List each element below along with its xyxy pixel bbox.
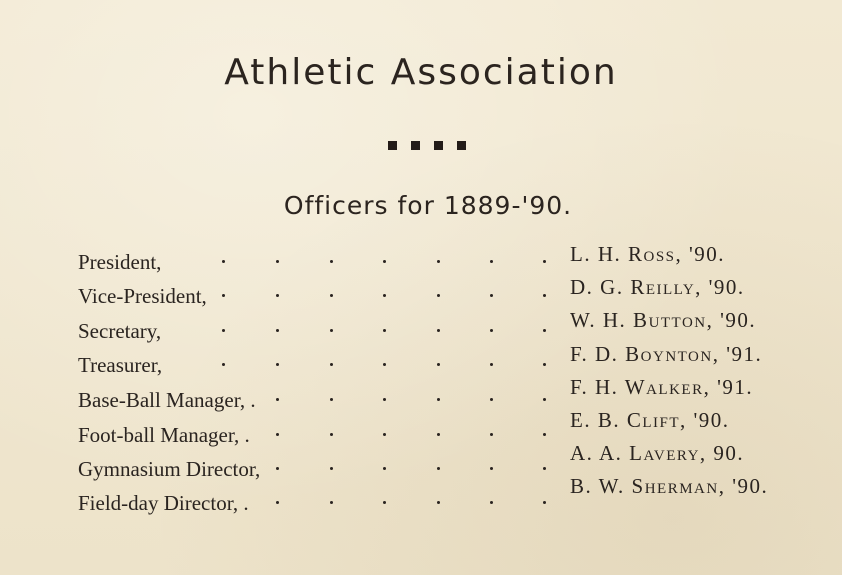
dot-leader	[215, 501, 545, 507]
leader-dot	[437, 501, 440, 504]
leader-dot	[383, 433, 386, 436]
leader-dot	[276, 363, 279, 366]
officer-row	[0, 374, 842, 412]
leader-dot	[276, 433, 279, 436]
office-title: Secretary,	[78, 318, 162, 343]
officer-name: L. H. Ross, '90.	[570, 242, 726, 266]
leader-dot	[437, 398, 440, 401]
leader-dot	[222, 329, 225, 332]
leader-dot	[437, 467, 440, 470]
office-title: Foot-ball Manager, .	[78, 422, 250, 447]
leader-dot	[276, 294, 279, 297]
dot-leader	[215, 467, 545, 473]
dot-leader	[215, 363, 545, 369]
leader-dot	[330, 467, 333, 470]
dot-leader	[215, 433, 545, 439]
officer-row	[0, 474, 842, 516]
leader-dot	[276, 329, 279, 332]
leader-dot	[490, 260, 493, 263]
leader-dot	[490, 467, 493, 470]
office-title: Field-day Director, .	[78, 491, 249, 516]
leader-dot	[330, 501, 333, 504]
leader-dot	[276, 398, 279, 401]
leader-dot	[330, 433, 333, 436]
dot-leader	[215, 294, 545, 300]
officers-list	[0, 242, 842, 542]
leader-dot	[383, 260, 386, 263]
leader-dot	[543, 501, 546, 504]
page-title: Athletic Association	[224, 52, 618, 93]
office-title: Base-Ball Manager, .	[78, 387, 256, 412]
leader-dot	[490, 329, 493, 332]
leader-dot	[543, 260, 546, 263]
dot-leader	[215, 398, 545, 404]
ornament-divider	[388, 141, 466, 153]
dot-leader	[215, 260, 545, 266]
ornament-square	[411, 141, 420, 150]
leader-dot	[437, 294, 440, 297]
leader-dot	[330, 294, 333, 297]
officer-name: A. A. Lavery, 90.	[570, 441, 745, 466]
officer-name: F. D. Boynton, '91.	[570, 341, 763, 366]
leader-dot	[222, 294, 225, 297]
leader-dot	[543, 398, 546, 401]
leader-dot	[437, 363, 440, 366]
leader-dot	[437, 260, 440, 263]
leader-dot	[543, 329, 546, 332]
leader-dot	[222, 363, 225, 366]
leader-dot	[276, 501, 279, 504]
office-title: Treasurer,	[78, 353, 163, 378]
leader-dot	[490, 501, 493, 504]
leader-dot	[383, 294, 386, 297]
officer-row	[0, 408, 842, 447]
leader-dot	[490, 433, 493, 436]
officer-name: F. H. Walker, '91.	[570, 374, 754, 399]
leader-dot	[543, 294, 546, 297]
leader-dot	[383, 363, 386, 366]
leader-dot	[383, 467, 386, 470]
leader-dot	[383, 329, 386, 332]
leader-dot	[383, 398, 386, 401]
leader-dot	[437, 433, 440, 436]
officer-name: W. H. Button, '90.	[570, 308, 757, 333]
officer-row	[0, 341, 842, 378]
leader-dot	[543, 363, 546, 366]
officer-name: E. B. Clift, '90.	[570, 408, 730, 432]
office-title: Vice-President,	[78, 284, 207, 309]
officer-row	[0, 242, 842, 275]
officer-name: D. G. Reilly, '90.	[570, 275, 745, 300]
leader-dot	[330, 260, 333, 263]
leader-dot	[330, 398, 333, 401]
leader-dot	[330, 363, 333, 366]
leader-dot	[276, 260, 279, 263]
leader-dot	[490, 363, 493, 366]
officer-row	[0, 309, 842, 342]
officer-row	[0, 275, 842, 308]
leader-dot	[276, 467, 279, 470]
ornament-square	[457, 141, 466, 150]
ornament-square	[388, 141, 397, 150]
ornament-square	[434, 141, 443, 150]
office-title: Gymnasium Director,	[78, 456, 261, 481]
leader-dot	[490, 398, 493, 401]
officer-row	[0, 441, 842, 481]
officer-name: B. W. Sherman, '90.	[570, 474, 769, 499]
leader-dot	[543, 433, 546, 436]
leader-dot	[330, 329, 333, 332]
leader-dot	[490, 294, 493, 297]
leader-dot	[383, 501, 386, 504]
officers-subtitle: Officers for 1889-'90.	[283, 191, 573, 220]
office-title: President,	[78, 250, 162, 274]
leader-dot	[543, 467, 546, 470]
dot-leader	[215, 329, 545, 335]
leader-dot	[222, 260, 225, 263]
leader-dot	[437, 329, 440, 332]
